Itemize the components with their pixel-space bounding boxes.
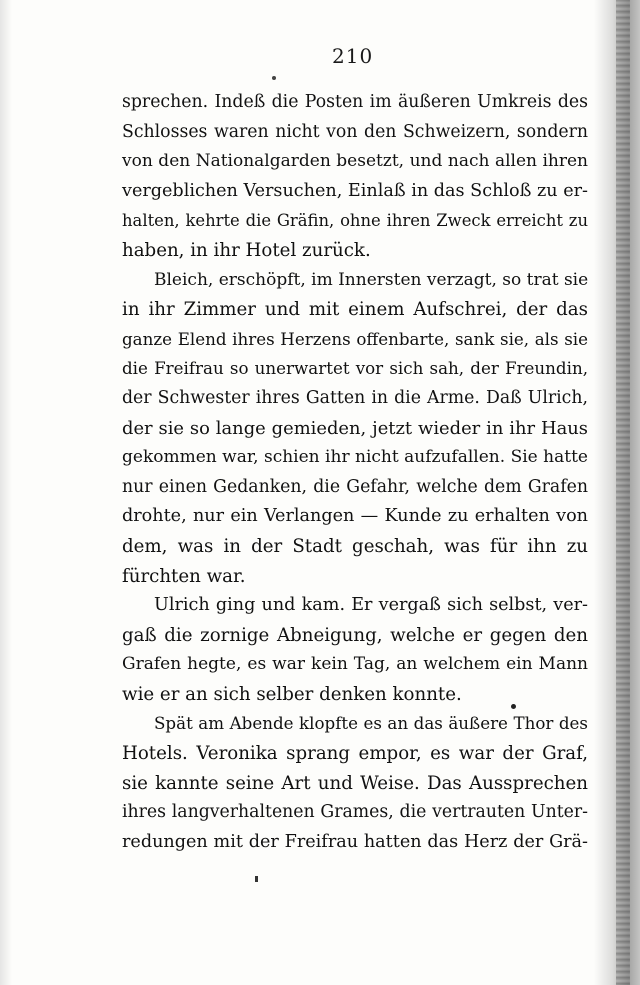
text-line: dem, was in der Stadt geschah, was für ihn zu — [122, 535, 588, 557]
text-line: Schlosses waren nicht von den Schweizern, sondern — [122, 121, 588, 142]
text-line: der sie so lange gemieden, jetzt wieder in ihr Haus — [122, 417, 588, 439]
text-line: halten, kehrte die Gräfin, ohne ihren Zweck erreicht zu — [122, 211, 588, 231]
text-line: die Freifrau so unerwartet vor sich sah, der Freundin, — [122, 358, 588, 379]
text-line: Hotels. Veronika sprang empor, es war der Graf, — [122, 743, 588, 765]
text-line: redungen mit der Freifrau hatten das Herz der Grä- — [122, 831, 588, 852]
text-line: von den Nationalgarden besetzt, und nach allen ihren — [122, 151, 588, 172]
text-line: der Schwester ihres Gatten in die Arme. Daß Ulrich, — [122, 387, 588, 408]
text-line: in ihr Zimmer und mit einem Aufschrei, der das — [122, 299, 588, 321]
page-left-shadow — [0, 0, 12, 985]
text-line: drohte, nur ein Verlangen — Kunde zu erhalten von — [122, 506, 588, 527]
text-line: fürchten war. — [122, 565, 246, 587]
text-line: wie er an sich selber denken konnte. — [122, 683, 462, 705]
text-line: Ulrich ging und kam. Er vergaß sich selbst, ver- — [154, 595, 588, 616]
page-edge-strip — [616, 0, 630, 985]
text-line: ihres langverhaltenen Grames, die vertrauten Unter- — [122, 802, 588, 823]
text-line: sie kannte seine Art und Weise. Das Aussprechen — [122, 772, 588, 794]
text-line: vergeblichen Versuchen, Einlaß in das Schloß zu er- — [122, 180, 588, 201]
text-line: nur einen Gedanken, die Gefahr, welche dem Grafen — [122, 476, 588, 497]
text-line: Grafen hegte, es war kein Tag, an welchem ein Mann — [122, 654, 588, 675]
print-speck — [272, 76, 276, 80]
text-line: sprechen. Indeß die Posten im äußeren Umkreis des — [122, 92, 588, 112]
print-speck — [511, 704, 516, 709]
print-speck — [255, 876, 258, 882]
text-line: haben, in ihr Hotel zurück. — [122, 239, 371, 261]
text-line: gaß die zornige Abneigung, welche er gegen den — [122, 624, 588, 646]
text-line: Bleich, erschöpft, im Innersten verzagt, so trat sie — [154, 269, 589, 290]
text-line: gekommen war, schien ihr nicht aufzufallen. Sie hatte — [122, 447, 588, 468]
body-text — [122, 88, 588, 857]
text-line: ganze Elend ihres Herzens offenbarte, sank sie, als sie — [122, 328, 588, 349]
text-line: Spät am Abende klopfte es an das äußere Thor des — [154, 713, 588, 734]
page-number: 210 — [332, 44, 374, 68]
